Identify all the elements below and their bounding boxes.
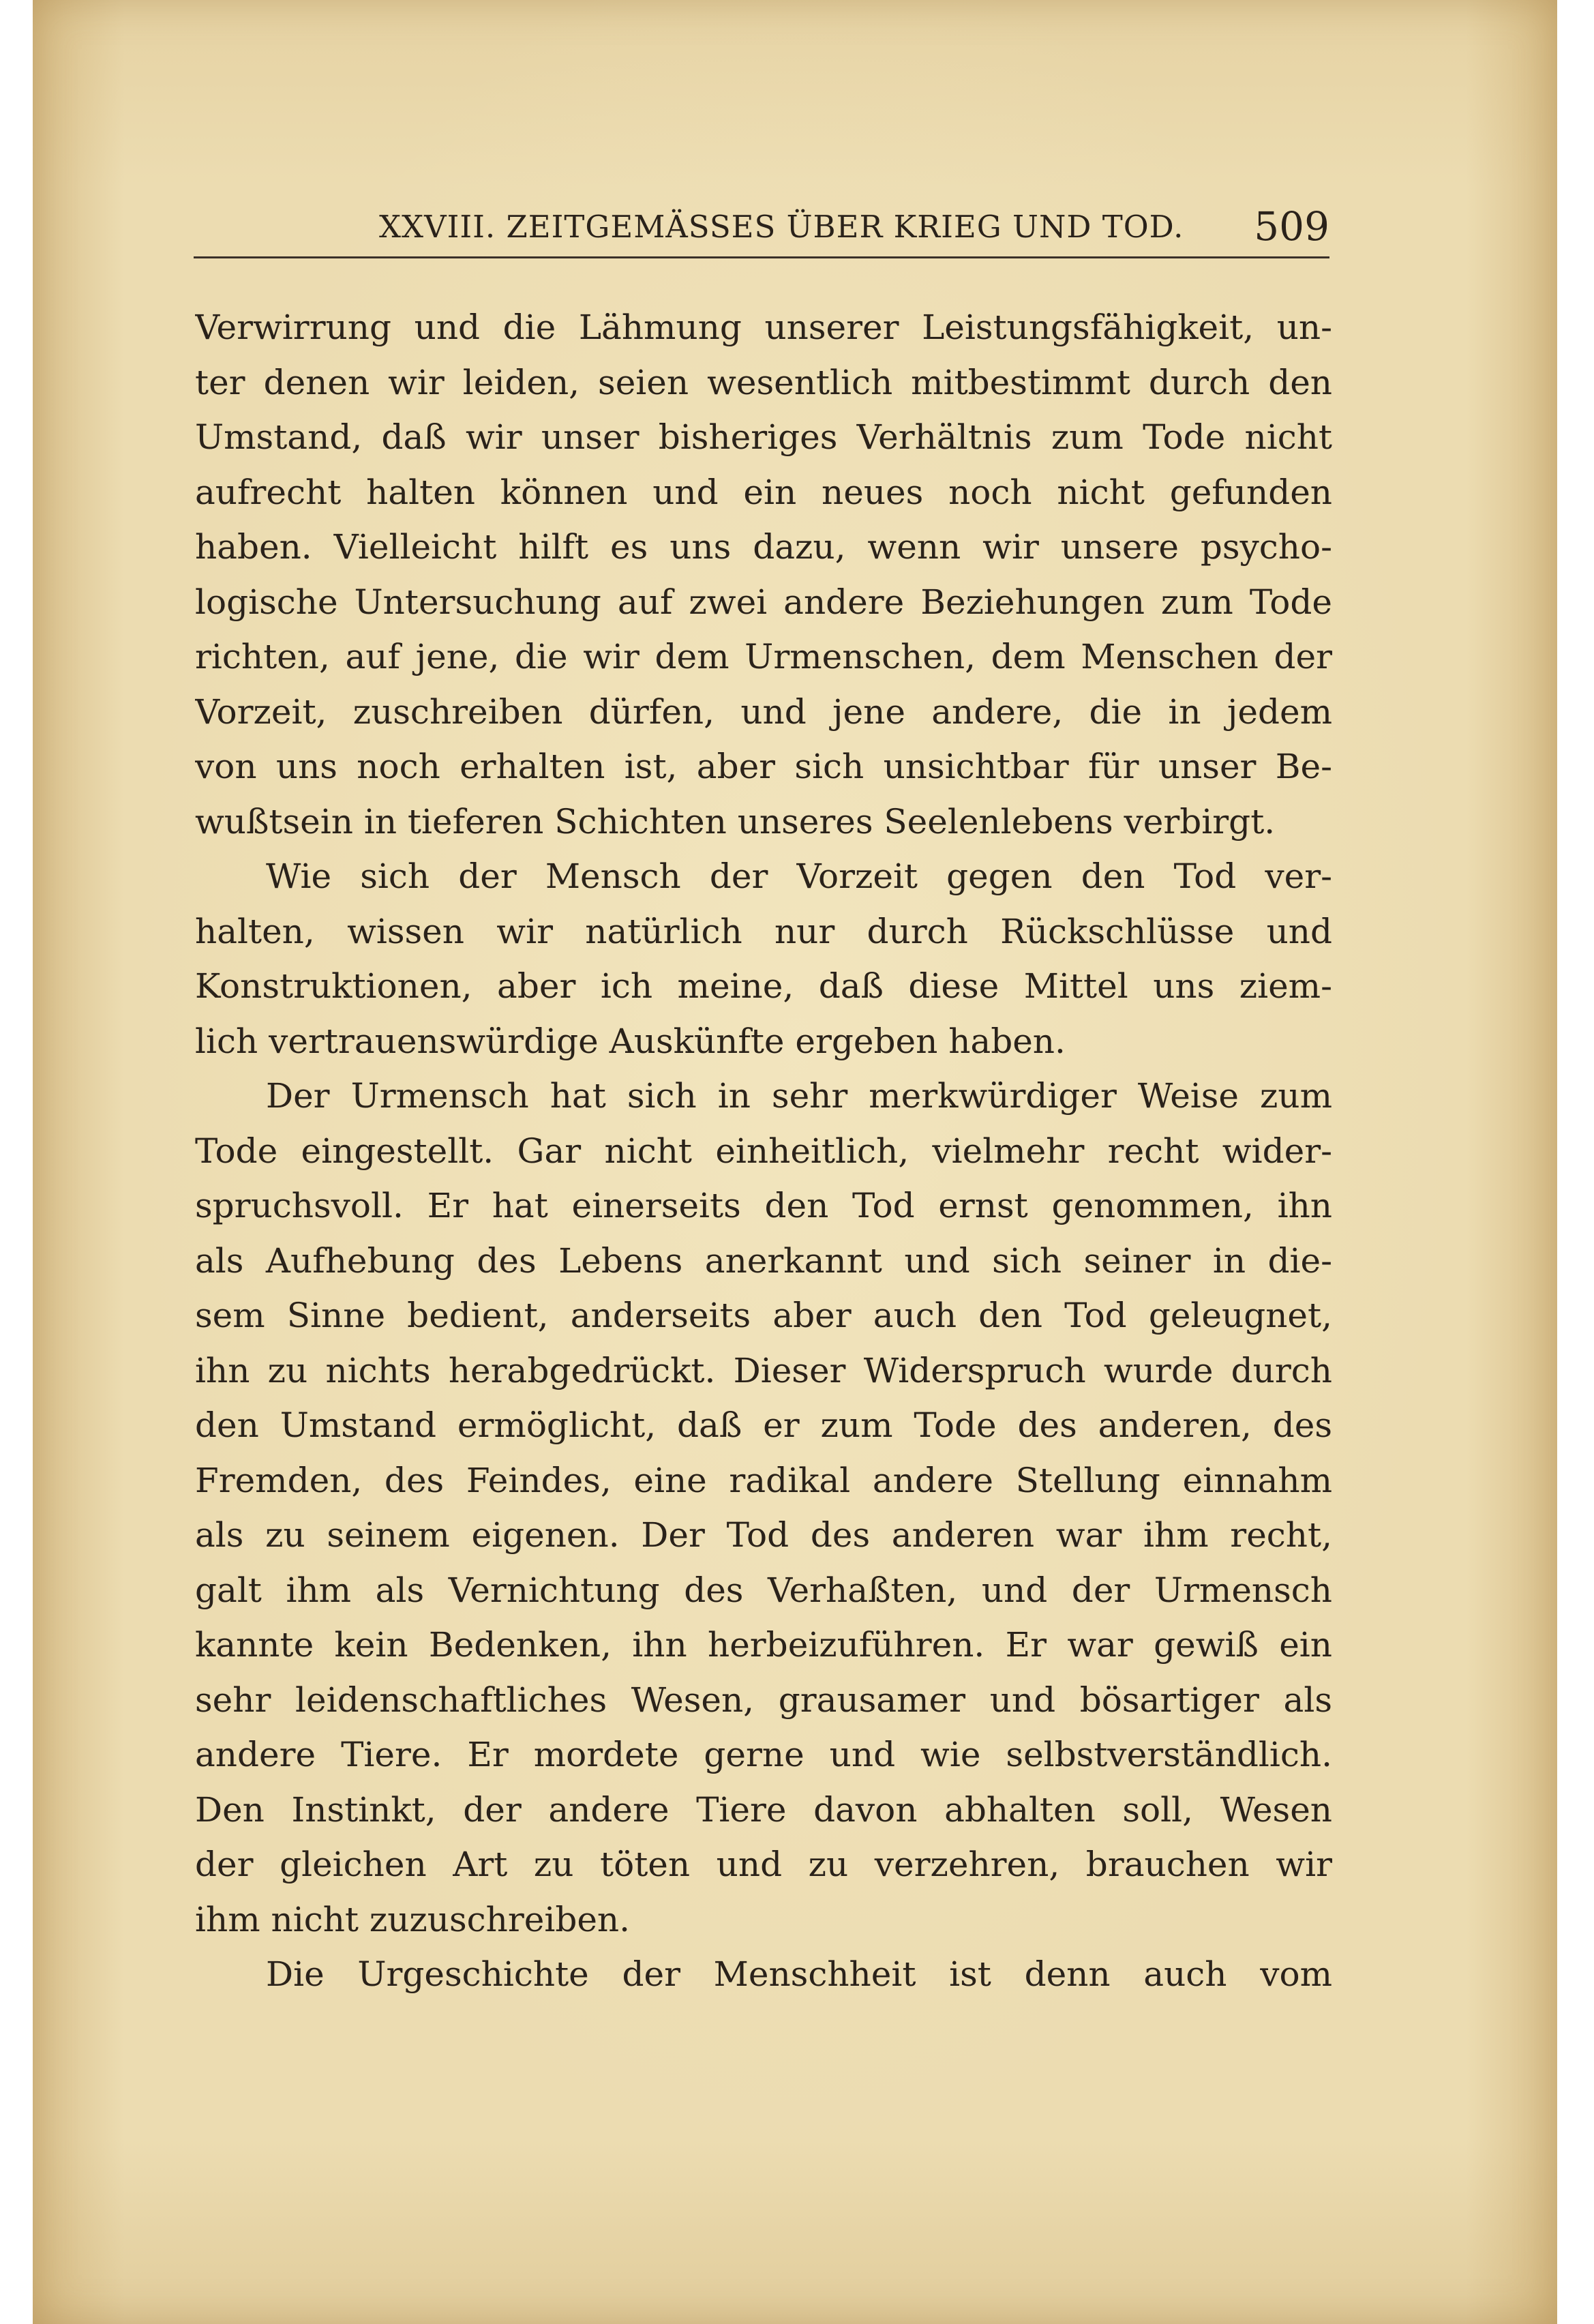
- text-line: Umstand, daß wir unser bisheriges Verhältnis zum Tode nicht: [195, 417, 1332, 457]
- text-line: lich vertrauenswürdige Auskünfte ergeben haben.: [195, 1021, 1066, 1061]
- text-line: ihm nicht zuzuschreiben.: [195, 1899, 631, 1939]
- text-line: logische Untersuchung auf zwei andere Beziehungen zum Tode: [195, 582, 1332, 622]
- text-line: Konstruktionen, aber ich meine, daß diese Mittel uns ziem-: [195, 966, 1332, 1006]
- text-line: Die Urgeschichte der Menschheit ist denn auch vom: [266, 1954, 1332, 1994]
- text-line: sehr leidenschaftliches Wesen, grausamer und bösartiger als: [195, 1680, 1332, 1720]
- text-line: galt ihm als Vernichtung des Verhaßten, und der Urmensch: [195, 1570, 1332, 1610]
- page-number: 509: [1254, 203, 1329, 250]
- text-line: haben. Vielleicht hilft es uns dazu, wenn wir unsere psycho-: [195, 527, 1332, 567]
- text-line: ter denen wir leiden, seien wesentlich mitbestimmt durch den: [195, 362, 1332, 402]
- body-text: [195, 300, 1332, 2002]
- text-line: richten, auf jene, die wir dem Urmenschen, dem Menschen der: [195, 637, 1332, 676]
- text-line: aufrecht halten können und ein neues noch nicht gefunden: [195, 472, 1332, 512]
- text-line: als zu seinem eigenen. Der Tod des anderen war ihm recht,: [195, 1515, 1332, 1555]
- running-title: XXVIII. ZEITGEMÄSSES ÜBER KRIEG UND TOD.: [379, 209, 1184, 245]
- text-line: den Umstand ermöglicht, daß er zum Tode des anderen, des: [195, 1405, 1332, 1445]
- text-line: Vorzeit, zuschreiben dürfen, und jene andere, die in jedem: [195, 691, 1332, 732]
- text-line: Den Instinkt, der andere Tiere davon abhalten soll, Wesen: [195, 1789, 1332, 1830]
- text-line: spruchsvoll. Er hat einerseits den Tod ernst genommen, ihn: [195, 1186, 1332, 1225]
- text-line: als Aufhebung des Lebens anerkannt und sich seiner in die-: [195, 1240, 1332, 1281]
- text-line: halten, wissen wir natürlich nur durch Rückschlüsse und: [195, 911, 1332, 951]
- text-line: Der Urmensch hat sich in sehr merkwürdiger Weise zum: [266, 1076, 1332, 1116]
- text-line: wußtsein in tieferen Schichten unseres Seelenlebens verbirgt.: [195, 801, 1276, 841]
- text-line: Wie sich der Mensch der Vorzeit gegen den Tod ver-: [266, 856, 1332, 896]
- text-line: Verwirrung und die Lähmung unserer Leistungsfähigkeit, un-: [195, 308, 1332, 347]
- text-line: ihn zu nichts herabgedrückt. Dieser Widerspruch wurde durch: [195, 1350, 1332, 1390]
- text-line: Fremden, des Feindes, eine radikal andere Stellung einnahm: [195, 1460, 1332, 1500]
- text-line: andere Tiere. Er mordete gerne und wie selbstverständlich.: [195, 1735, 1332, 1774]
- text-line: kannte kein Bedenken, ihn herbeizuführen. Er war gewiß ein: [195, 1625, 1332, 1665]
- text-line: der gleichen Art zu töten und zu verzehren, brauchen wir: [195, 1845, 1332, 1884]
- book-page: [33, 0, 1557, 2324]
- text-line: Tode eingestellt. Gar nicht einheitlich, vielmehr recht wider-: [195, 1131, 1332, 1171]
- running-head: [194, 203, 1329, 258]
- text-line: sem Sinne bedient, anderseits aber auch den Tod geleugnet,: [195, 1296, 1332, 1335]
- text-line: von uns noch erhalten ist, aber sich unsichtbar für unser Be-: [195, 747, 1332, 786]
- header-rule: [194, 256, 1329, 258]
